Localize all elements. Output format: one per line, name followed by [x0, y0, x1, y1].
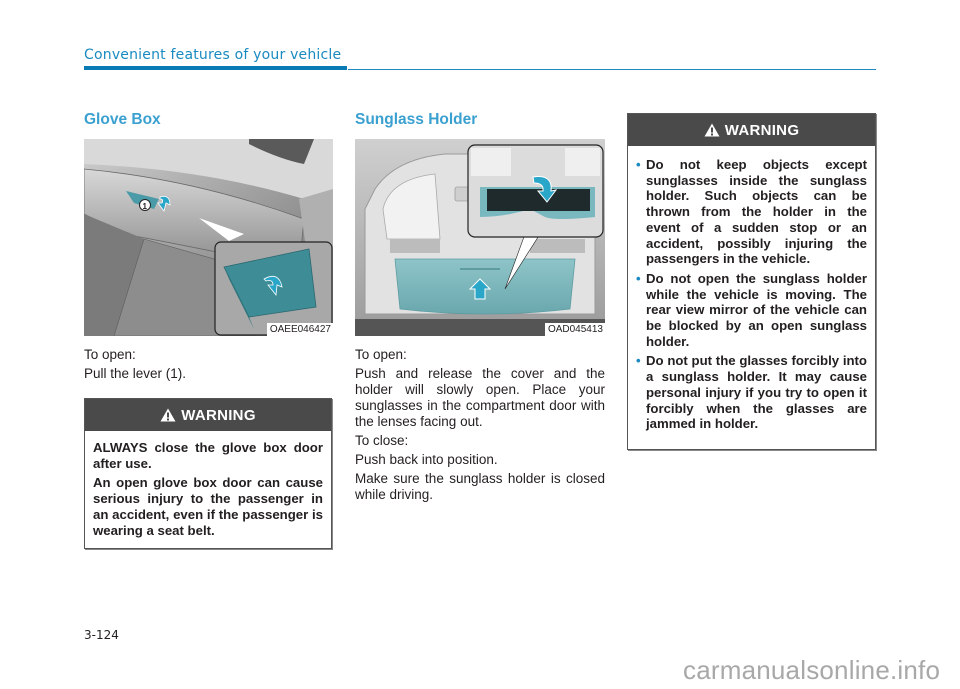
glove-box-drawing [84, 139, 333, 336]
warning-bullet-item [636, 157, 867, 267]
section-title-sunglass-holder: Sunglass Holder [355, 111, 478, 128]
svg-text:1: 1 [142, 202, 147, 211]
figure-code-glove-box: OAEE046427 [267, 323, 333, 336]
header-rule-thin [348, 69, 876, 70]
instruction-open-steps: Push and release the cover and the holder will slowly open. Place your sunglasses in the compartment door with the lenses facing out. [355, 366, 605, 429]
section-title-glove-box: Glove Box [84, 111, 161, 128]
glove-box-instructions [84, 347, 334, 385]
instruction-label-close: To close: [355, 433, 409, 448]
sunglass-holder-instructions [355, 347, 605, 506]
warning-body [628, 146, 875, 444]
watermark: carmanualsonline.info [683, 655, 941, 685]
warning-header [85, 399, 331, 431]
warning-heading: WARNING [181, 406, 256, 424]
warning-triangle-icon [160, 408, 176, 422]
warning-paragraph: ALWAYS close the glove box door after use. [93, 440, 323, 471]
instruction-label-open: To open: [84, 347, 136, 362]
page-number: 3-124 [84, 628, 119, 642]
glove-box-illustration [84, 139, 333, 336]
bullet-icon: • [636, 157, 641, 172]
header-rule-thick [84, 66, 347, 70]
sunglass-holder-warning [627, 113, 876, 450]
glove-box-warning [84, 398, 332, 549]
figure-code-sunglass-holder: OAD045413 [545, 323, 605, 336]
instruction-driving-note: Make sure the sunglass holder is closed while driving. [355, 471, 605, 502]
warning-bullet-item [636, 271, 867, 350]
warning-body [85, 431, 331, 550]
sunglass-holder-drawing [355, 139, 605, 336]
warning-paragraph: An open glove box door can cause serious injury to the passenger in an accident, even if the passenger is wearing a seat belt. [93, 475, 323, 538]
chapter-header-title: Convenient features of your vehicle [84, 47, 342, 63]
warning-bullet-text: Do not open the sunglass holder while the vehicle is moving. The rear view mirror of the vehicle can be blocked by an open sunglass holder. [646, 270, 867, 349]
instruction-pull-lever: Pull the lever (1). [84, 366, 187, 381]
instruction-close-steps: Push back into position. [355, 452, 498, 467]
warning-triangle-icon [704, 123, 720, 137]
warning-bullet-list [636, 157, 867, 432]
instruction-label-open: To open: [355, 347, 407, 362]
warning-bullet-item [636, 353, 867, 432]
bullet-icon: • [636, 270, 641, 286]
bullet-icon: • [636, 353, 641, 369]
warning-heading: WARNING [724, 121, 800, 139]
warning-header [628, 114, 875, 146]
warning-bullet-text: Do not put the glasses forcibly into a sunglass holder. It may cause personal injury if you try to open it forcibly when the glasses are jammed in holder. [646, 353, 867, 432]
sunglass-holder-illustration [355, 139, 605, 336]
warning-bullet-text: Do not keep objects except sunglasses inside the sunglass holder. Such objects can be thrown from the holder in the event of a sudden stop or an accident, possibly injuring the passengers in the vehicle. [646, 157, 867, 267]
